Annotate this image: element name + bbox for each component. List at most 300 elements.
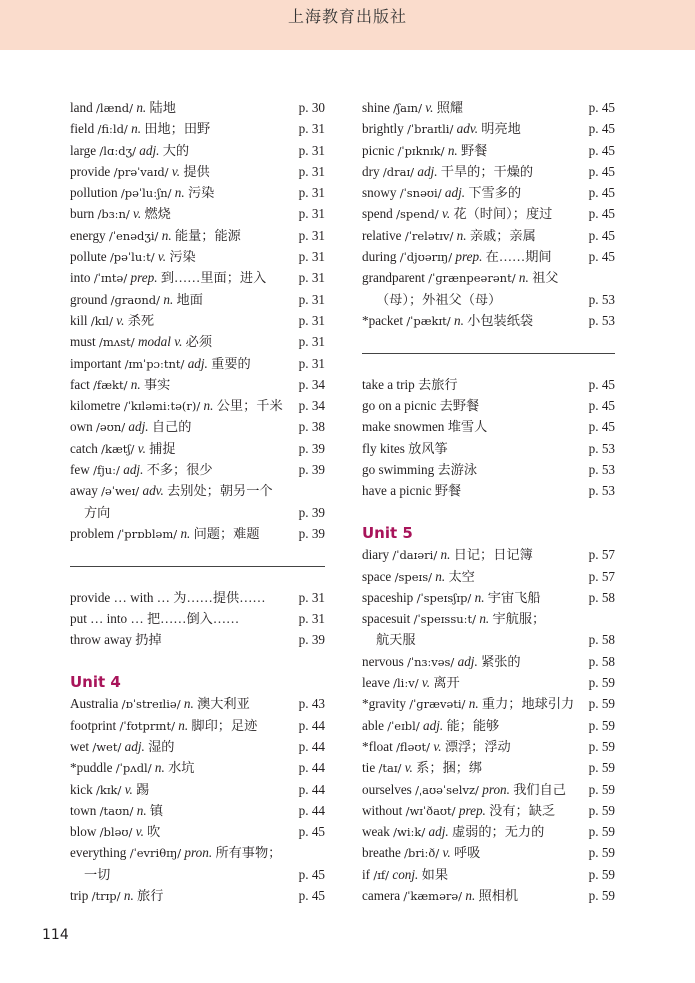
entry-part-of-speech: v. — [404, 760, 413, 776]
entry-word: burn — [70, 206, 95, 222]
entry-word: few — [70, 462, 90, 478]
entry-continuation — [362, 289, 615, 310]
entry-word: during — [362, 249, 397, 265]
section-divider — [70, 544, 325, 587]
entry-phonetic: /lɑːdʒ/ — [99, 143, 136, 158]
entry-word: land — [70, 100, 93, 115]
entry-phonetic: /ˈprɒbləm/ — [117, 526, 178, 541]
entry-page-reference: p. 30 — [298, 100, 325, 115]
entry-part-of-speech: n. — [131, 121, 141, 137]
entry-word: fact — [70, 376, 90, 392]
entry-word: snowy — [362, 185, 397, 201]
publisher-header — [0, 0, 695, 50]
entry-word: *puddle — [70, 760, 113, 776]
publisher-title: 上海教育出版社 — [287, 9, 407, 26]
entry-page-reference: p. 45 — [588, 142, 615, 158]
entry-meaning: 湿的 — [148, 738, 175, 754]
vocabulary-entry — [70, 118, 325, 139]
vocabulary-entry — [362, 310, 615, 331]
entry-page-reference: p. 59 — [588, 696, 615, 712]
entry-page-reference: p. 39 — [298, 504, 325, 520]
entry-phonetic: /ɒˈstreɪliə/ — [121, 697, 181, 712]
entry-word: everything — [70, 845, 127, 861]
entry-part-of-speech: n. — [154, 760, 165, 776]
entry-word: provide — [70, 163, 111, 179]
entry-page-reference: p. 31 — [298, 589, 325, 605]
entry-word: go swimming — [362, 462, 435, 478]
entry-part-of-speech: pron. — [184, 845, 213, 861]
entry-phonetic: /fiːld/ — [97, 122, 128, 137]
entry-meaning: 重力；地球引力 — [481, 696, 575, 712]
entry-page-reference: p. 58 — [588, 632, 615, 648]
vocabulary-entry — [362, 267, 615, 288]
entry-phonetic: /ɪf/ — [373, 867, 390, 882]
vocabulary-entry — [70, 203, 325, 224]
entry-page-reference: p. 31 — [298, 355, 325, 371]
entry-page-reference: p. 39 — [298, 440, 325, 456]
entry-meaning-continued: 航天服 — [376, 632, 416, 648]
entry-word: ground — [70, 291, 108, 307]
entry-phonetic: /ˈdjʊərɪŋ/ — [399, 250, 453, 265]
entry-word: catch — [70, 440, 98, 456]
entry-phonetic: /kætʃ/ — [101, 441, 135, 456]
entry-page-reference: p. 58 — [588, 589, 615, 605]
vocabulary-entry — [70, 757, 325, 778]
entry-meaning: 照耀 — [436, 100, 464, 115]
entry-phonetic: /ˈkæmərə/ — [403, 888, 463, 903]
entry-word: put … into … — [70, 611, 144, 627]
entry-page-reference: p. 31 — [298, 611, 325, 627]
entry-meaning: 离开 — [433, 675, 460, 691]
entry-word: *float — [362, 738, 393, 754]
vocabulary-entry — [70, 438, 325, 459]
entry-word: spaceship — [362, 589, 414, 605]
entry-meaning: 野餐 — [434, 483, 462, 499]
entry-page-reference: p. 45 — [588, 249, 615, 265]
entry-meaning: 漂浮；浮动 — [444, 738, 511, 754]
vocabulary-entry — [362, 736, 615, 757]
entry-part-of-speech: v. — [441, 206, 451, 222]
entry-meaning: 如果 — [421, 866, 449, 882]
entry-phonetic: /kɪk/ — [96, 782, 122, 797]
vocabulary-entry — [362, 757, 615, 778]
entry-phonetic: /fækt/ — [93, 377, 128, 392]
entry-word: pollution — [70, 185, 118, 201]
entry-page-reference: p. 39 — [298, 462, 325, 478]
entry-word: blow — [70, 824, 97, 840]
entry-word: trip — [70, 887, 89, 903]
entry-phonetic: /ˈrelətɪv/ — [404, 228, 454, 243]
entry-page-reference: p. 45 — [588, 206, 615, 222]
entry-page-reference: p. 31 — [298, 206, 325, 222]
entry-meaning: 没有；缺乏 — [489, 802, 556, 818]
phrase-entry — [362, 459, 615, 480]
entry-word: wet — [70, 738, 90, 754]
entry-meaning: 去旅行 — [418, 376, 458, 392]
entry-page-reference: p. 31 — [298, 185, 325, 201]
entry-phonetic: /wet/ — [92, 739, 122, 754]
entry-part-of-speech: v. — [425, 100, 434, 115]
entry-word: town — [70, 802, 97, 818]
entry-word: large — [70, 142, 97, 158]
entry-page-reference: p. 45 — [588, 121, 615, 137]
entry-phonetic: /pəˈluːʃn/ — [120, 186, 172, 201]
entry-page-reference: p. 59 — [588, 824, 615, 840]
entry-meaning: 提供 — [183, 163, 210, 179]
entry-phonetic: /lænd/ — [96, 101, 134, 115]
entry-part-of-speech: n. — [161, 227, 172, 243]
entry-meaning: 紧张的 — [481, 653, 521, 669]
entry-page-reference: p. 45 — [298, 824, 325, 840]
section-divider — [362, 331, 615, 374]
entry-phonetic: /liːv/ — [393, 676, 419, 691]
entry-phonetic: /ˈenədʒi/ — [108, 228, 159, 243]
entry-page-reference: p. 45 — [588, 419, 615, 435]
entry-word: throw away — [70, 632, 132, 648]
entry-meaning-continued: 方向 — [84, 504, 111, 520]
entry-phonetic: /əʊn/ — [96, 420, 126, 435]
vocabulary-entry — [70, 310, 325, 331]
entry-page-reference: p. 31 — [298, 334, 325, 350]
vocabulary-entry — [70, 800, 325, 821]
entry-phonetic: /speɪs/ — [394, 569, 432, 584]
vocabulary-entry — [70, 480, 325, 501]
entry-page-reference: p. 31 — [298, 270, 325, 286]
entry-word: footprint — [70, 717, 117, 733]
vocabulary-entry — [362, 715, 615, 736]
entry-part-of-speech: conj. — [392, 866, 419, 882]
entry-word: brightly — [362, 121, 404, 137]
entry-word: important — [70, 355, 122, 371]
entry-part-of-speech: n. — [136, 100, 147, 115]
entry-phonetic: /ˈpɪknɪk/ — [397, 143, 445, 158]
entry-phonetic: /ˈɪntə/ — [93, 271, 128, 286]
entry-page-reference: p. 31 — [298, 291, 325, 307]
entry-phonetic: /kɪl/ — [90, 313, 113, 328]
entry-meaning: 宇宙飞船 — [487, 589, 541, 605]
entry-word: relative — [362, 227, 402, 243]
entry-part-of-speech: n. — [456, 227, 467, 243]
entry-word: grandparent — [362, 270, 425, 286]
entry-meaning: 虚弱的；无力的 — [452, 824, 545, 840]
entry-page-reference: p. 34 — [298, 398, 325, 414]
entry-word: nervous — [362, 653, 404, 669]
entry-phonetic: /ɪmˈpɔːtnt/ — [124, 356, 185, 371]
entry-meaning: 自己的 — [151, 419, 192, 435]
entry-phonetic: /ˈnɜːvəs/ — [407, 654, 455, 669]
entry-phonetic: /bləʊ/ — [99, 825, 133, 840]
entry-meaning: 能量；能源 — [174, 227, 241, 243]
entry-part-of-speech: v. — [137, 440, 146, 456]
entry-meaning: 干旱的；干燥的 — [440, 163, 534, 179]
entry-page-reference: p. 53 — [588, 462, 615, 478]
entry-word: pollute — [70, 249, 107, 265]
entry-phonetic: /ˈeɪbl/ — [387, 718, 420, 733]
entry-phonetic: /bɜːn/ — [97, 207, 130, 222]
unit-heading-text: Unit 5 — [362, 524, 413, 543]
entry-page-reference: p. 31 — [298, 312, 325, 328]
entry-word: if — [362, 866, 371, 882]
entry-word: own — [70, 419, 93, 435]
vocabulary-entry — [70, 182, 325, 203]
entry-page-reference: p. 45 — [298, 866, 325, 882]
entry-part-of-speech: n. — [465, 887, 476, 903]
entry-phonetic: /taɪ/ — [378, 761, 402, 776]
entry-part-of-speech: adj. — [428, 824, 449, 840]
entry-part-of-speech: n. — [447, 142, 458, 158]
entry-page-reference: p. 31 — [298, 163, 325, 179]
entry-word: *packet — [362, 312, 404, 328]
vocabulary-entry — [362, 544, 615, 565]
entry-page-reference: p. 31 — [298, 227, 325, 243]
entry-phonetic: /ˈpækɪt/ — [406, 313, 451, 328]
entry-meaning: 下雪多的 — [468, 185, 522, 201]
unit-heading — [362, 502, 615, 545]
entry-part-of-speech: adj. — [187, 355, 208, 371]
vocabulary-entry — [70, 395, 325, 416]
entry-word: kilometre — [70, 398, 121, 414]
entry-page-reference: p. 59 — [588, 887, 615, 903]
entry-part-of-speech: adv. — [456, 121, 478, 137]
vocabulary-entry — [362, 97, 615, 118]
entry-meaning: 去游泳 — [437, 462, 478, 478]
entry-page-reference: p. 59 — [588, 802, 615, 818]
entry-meaning: 宇航服； — [492, 611, 546, 627]
entry-meaning: 捕捉 — [149, 440, 176, 456]
entry-page-reference: p. 59 — [588, 781, 615, 797]
vocabulary-entry — [70, 416, 325, 437]
entry-continuation — [70, 864, 325, 885]
entry-part-of-speech: n. — [123, 887, 134, 903]
entry-page-reference: p. 45 — [588, 163, 615, 179]
entry-page-reference: p. 45 — [588, 227, 615, 243]
entry-continuation — [362, 629, 615, 650]
vocabulary-entry — [70, 331, 325, 352]
entry-meaning: 公里；千米 — [216, 398, 283, 414]
entry-word: into — [70, 270, 91, 286]
unit-heading — [70, 651, 325, 694]
entry-word: spend — [362, 206, 393, 222]
entry-part-of-speech: v. — [171, 163, 181, 179]
entry-meaning: 燃烧 — [144, 206, 171, 222]
vocabulary-entry — [362, 821, 615, 842]
entry-part-of-speech: adj. — [139, 142, 160, 158]
vocabulary-entry — [362, 225, 615, 246]
vocabulary-entry — [70, 374, 325, 395]
entry-word: diary — [362, 547, 390, 563]
phrase-entry — [70, 608, 325, 629]
entry-phonetic: /ˈdaɪəri/ — [392, 548, 438, 563]
entry-meaning: 脚印；足迹 — [191, 717, 258, 733]
entry-phonetic: /spend/ — [396, 207, 439, 222]
vocabulary-entry — [362, 672, 615, 693]
entry-phonetic: /prəˈvaɪd/ — [113, 164, 169, 179]
phrase-entry — [362, 395, 615, 416]
entry-page-reference: p. 53 — [588, 312, 615, 328]
entry-meaning: 放风筝 — [408, 440, 448, 456]
entry-word: ourselves — [362, 781, 412, 797]
entry-phonetic: /taʊn/ — [99, 803, 134, 818]
entry-meaning: 必须 — [185, 334, 213, 350]
entry-word: *gravity — [362, 696, 406, 712]
vocabulary-entry — [70, 885, 325, 906]
entry-meaning: 杀死 — [127, 312, 155, 328]
phrase-entry — [362, 480, 615, 501]
entry-phonetic: /ˈspeɪsʃɪp/ — [416, 590, 472, 605]
entry-meaning: 污染 — [169, 249, 196, 265]
phrase-entry — [362, 438, 615, 459]
vocabulary-entry — [70, 246, 325, 267]
entry-meaning: 亲戚；亲属 — [469, 227, 536, 243]
entry-part-of-speech: n. — [435, 568, 446, 584]
entry-page-reference: p. 44 — [298, 717, 325, 733]
entry-meaning: 不多；很少 — [146, 462, 213, 478]
vocabulary-entry — [362, 651, 615, 672]
entry-part-of-speech: prep. — [458, 802, 486, 818]
entry-meaning: 吹 — [147, 824, 161, 840]
vocabulary-entry — [362, 246, 615, 267]
vocabulary-column-right — [362, 97, 615, 906]
vocabulary-column-left — [70, 97, 325, 906]
entry-part-of-speech: adj. — [444, 185, 466, 201]
entry-meaning: 照相机 — [478, 887, 519, 903]
entry-page-reference: p. 57 — [588, 547, 615, 563]
entry-page-reference: p. 31 — [298, 121, 325, 137]
phrase-entry — [362, 374, 615, 395]
entry-page-reference: p. 39 — [298, 525, 325, 541]
entry-part-of-speech: v. — [157, 249, 167, 265]
entry-phonetic: /ˈpʌdl/ — [115, 761, 152, 776]
entry-meaning: 花（时间）；度过 — [453, 206, 553, 222]
entry-word: Australia — [70, 696, 119, 712]
entry-part-of-speech: n. — [203, 398, 214, 414]
entry-page-reference: p. 57 — [588, 568, 615, 584]
entry-part-of-speech: v. — [442, 845, 451, 861]
entry-page-reference: p. 53 — [588, 440, 615, 456]
entry-part-of-speech: n. — [440, 547, 451, 563]
entry-meaning: 踢 — [136, 781, 150, 797]
entry-part-of-speech: pron. — [482, 781, 510, 797]
vocabulary-entry — [362, 203, 615, 224]
entry-phonetic: /ˈɡrævəti/ — [409, 697, 466, 712]
entry-part-of-speech: n. — [174, 185, 185, 201]
vocabulary-entry — [70, 140, 325, 161]
entry-page-reference: p. 44 — [298, 781, 325, 797]
entry-word: tie — [362, 760, 376, 776]
entry-part-of-speech: v. — [116, 312, 125, 328]
entry-meaning: 小包装纸袋 — [467, 312, 534, 328]
entry-page-reference: p. 44 — [298, 760, 325, 776]
entry-part-of-speech: n. — [479, 611, 490, 627]
vocabulary-entry — [70, 821, 325, 842]
vocabulary-entry — [70, 736, 325, 757]
vocabulary-entry — [362, 566, 615, 587]
entry-meaning: 日记；日记簿 — [453, 547, 533, 563]
entry-word: go on a picnic — [362, 398, 437, 414]
entry-meaning: 扔掉 — [135, 632, 162, 648]
entry-phonetic: /wɪˈðaʊt/ — [405, 803, 456, 818]
entry-meaning: 到……里面；进入 — [160, 270, 267, 286]
entry-phonetic: /ˈfʊtprɪnt/ — [119, 718, 175, 733]
entry-page-reference: p. 59 — [588, 866, 615, 882]
vocabulary-entry — [70, 225, 325, 246]
entry-word: able — [362, 717, 384, 733]
entry-word: breathe — [362, 845, 401, 861]
entry-word: make snowmen — [362, 419, 445, 435]
entry-meaning: 在……期间 — [485, 249, 552, 265]
entry-phonetic: /ˌaʊəˈselvz/ — [415, 782, 479, 797]
entry-meaning: 污染 — [187, 185, 215, 201]
entry-phonetic: /ʃaɪn/ — [393, 101, 422, 115]
vocabulary-entry — [362, 182, 615, 203]
entry-page-reference: p. 53 — [588, 291, 615, 307]
entry-part-of-speech: modal v. — [137, 334, 183, 350]
entry-part-of-speech: n. — [518, 270, 529, 286]
entry-part-of-speech: prep. — [455, 249, 483, 265]
entry-word: spacesuit — [362, 611, 411, 627]
entry-meaning: 把……倒入…… — [146, 611, 240, 627]
entry-meaning: 太空 — [448, 568, 475, 584]
entry-part-of-speech: adj. — [128, 419, 149, 435]
vocabulary-entry — [70, 523, 325, 544]
entry-part-of-speech: n. — [136, 802, 147, 818]
entry-meaning: 事实 — [143, 376, 171, 392]
vocabulary-entry — [362, 608, 615, 629]
vocabulary-entry — [70, 693, 325, 714]
entry-phonetic: /wiːk/ — [393, 825, 426, 840]
entry-page-reference: p. 44 — [298, 802, 325, 818]
entry-part-of-speech: v. — [133, 206, 142, 222]
vocabulary-entry — [70, 97, 325, 118]
phrase-entry — [362, 416, 615, 437]
entry-word: away — [70, 483, 98, 499]
entry-page-reference: p. 38 — [298, 419, 325, 435]
entry-part-of-speech: v. — [433, 738, 442, 754]
entry-word: space — [362, 568, 392, 584]
vocabulary-entry — [362, 779, 615, 800]
entry-phonetic: /ˈɡrænpeərənt/ — [428, 271, 516, 286]
entry-phonetic: /draɪ/ — [382, 164, 415, 179]
entry-word: have a picnic — [362, 483, 432, 499]
entry-part-of-speech: v. — [124, 781, 133, 797]
entry-meaning: 能；能够 — [446, 717, 500, 733]
entry-phonetic: /ˈevriθɪŋ/ — [129, 846, 182, 861]
entry-page-reference: p. 45 — [588, 185, 615, 201]
entry-page-reference: p. 59 — [588, 717, 615, 733]
entry-word: must — [70, 334, 96, 350]
entry-phonetic: /əˈweɪ/ — [101, 484, 140, 499]
entry-word: camera — [362, 887, 401, 903]
entry-part-of-speech: n. — [180, 525, 191, 541]
entry-meaning: 去野餐 — [439, 398, 480, 414]
entry-meaning: 旅行 — [137, 887, 164, 903]
entry-meaning: 系；捆；绑 — [416, 760, 483, 776]
vocabulary-entry — [362, 842, 615, 863]
entry-meaning: 大的 — [162, 142, 190, 158]
vocabulary-entry — [70, 353, 325, 374]
entry-part-of-speech: adv. — [142, 483, 164, 499]
entry-word: field — [70, 121, 95, 137]
entry-part-of-speech: adj. — [124, 738, 145, 754]
entry-part-of-speech: n. — [474, 589, 485, 605]
entry-part-of-speech: n. — [178, 717, 189, 733]
entry-word: kick — [70, 781, 93, 797]
unit-heading-text: Unit 4 — [70, 673, 121, 692]
entry-page-reference: p. 59 — [588, 738, 615, 754]
entry-phonetic: /ˈspeɪssuːt/ — [413, 612, 477, 627]
vocabulary-entry — [362, 864, 615, 885]
vocabulary-entry — [70, 842, 325, 863]
